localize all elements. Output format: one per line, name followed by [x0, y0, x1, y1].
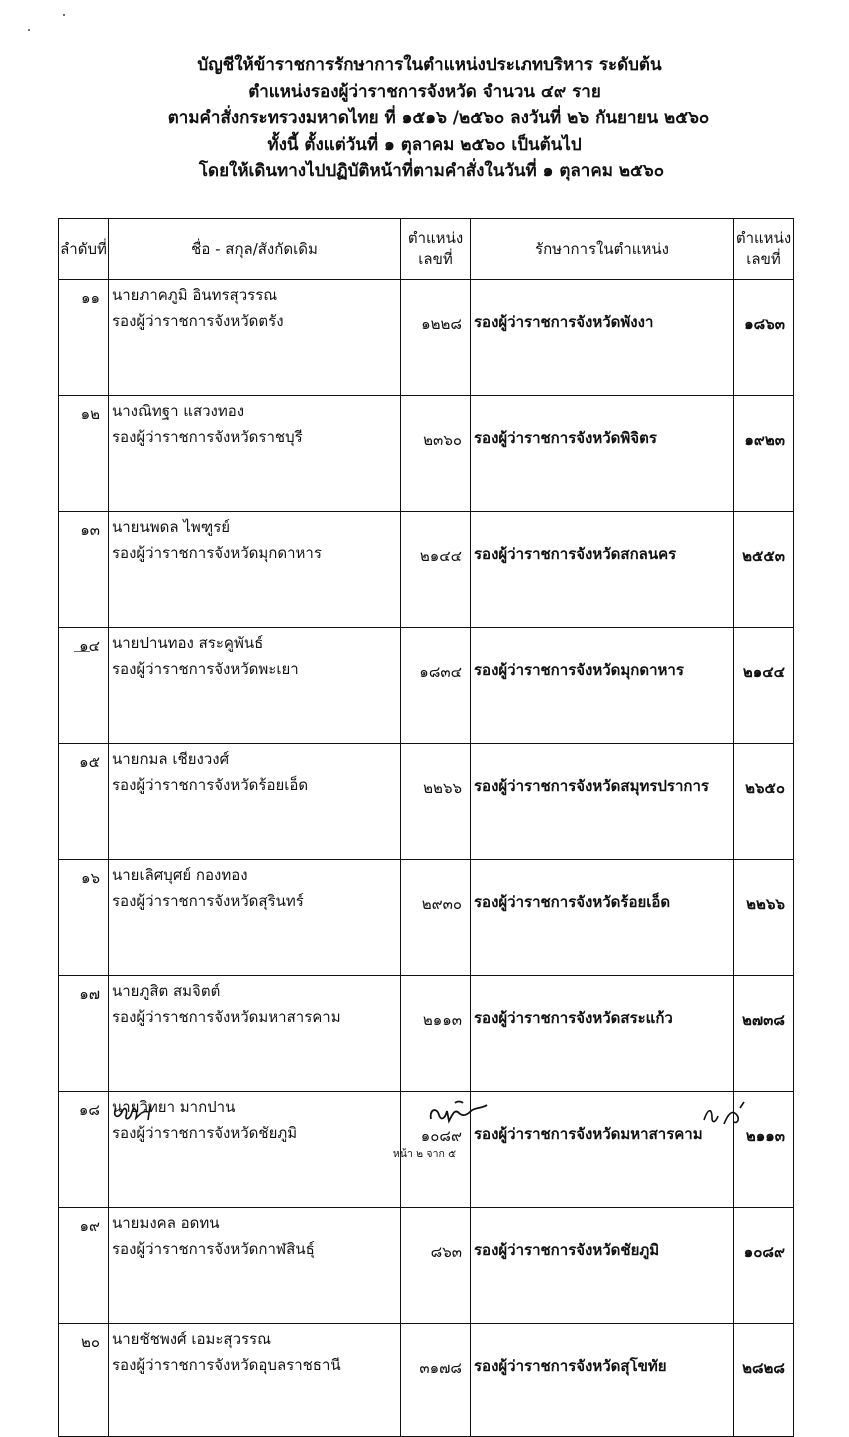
original-position: รองผู้ว่าราชการจังหวัดมุกดาหาร — [112, 544, 322, 562]
table-row — [59, 1324, 794, 1437]
header-line-3: ตามคำสั่งกระทรวงมหาดไทย ที่ ๑๕๑๖ /๒๕๖๐ ลงวันที่ ๒๖ กันยายน ๒๕๖๐ — [167, 108, 710, 128]
row-number: ๑๖ — [59, 860, 109, 976]
position-code: ๘๖๓ — [401, 1208, 471, 1324]
acting-position: รองผู้ว่าราชการจังหวัดพิจิตร — [471, 396, 734, 512]
acting-position: รองผู้ว่าราชการจังหวัดสมุทรปราการ — [471, 744, 734, 860]
col-header-no: ลำดับที่ — [59, 219, 109, 280]
acting-position-code: ๒๖๕๐ — [734, 744, 794, 860]
header-line-4: ทั้งนี้ ตั้งแต่วันที่ ๑ ตุลาคม ๒๕๖๐ เป็นต้นไป — [267, 134, 582, 155]
position-code: ๒๑๔๔ — [401, 512, 471, 628]
person-name: นายชัชพงศ์ เอมะสุวรรณ — [112, 1330, 272, 1348]
table-row — [59, 512, 794, 628]
name-cell — [109, 396, 401, 512]
row-number: ๑๔ — [59, 628, 109, 744]
header-line-1: บัญชีให้ข้าราชการรักษาการในตำแหน่งประเภทบริหาร ระดับต้น — [197, 55, 662, 75]
table-row — [59, 396, 794, 512]
acting-position-code: ๑๙๒๓ — [734, 396, 794, 512]
position-code: ๑๘๓๔ — [401, 628, 471, 744]
margin-dash — [74, 651, 90, 652]
row-number: ๑๑ — [59, 280, 109, 396]
header-line-5: โดยให้เดินทางไปปฏิบัติหน้าที่ตามคำสั่งในวันที่ ๑ ตุลาคม ๒๕๖๐ — [198, 161, 665, 181]
person-name: นางณิทฐา แสวงทอง — [112, 402, 245, 420]
row-number: ๑๒ — [59, 396, 109, 512]
person-name: นายมงคล อดทน — [112, 1214, 220, 1232]
name-cell — [109, 512, 401, 628]
acting-position-code: ๒๑๑๓ — [734, 1092, 794, 1208]
row-number: ๑๕ — [59, 744, 109, 860]
acting-position: รองผู้ว่าราชการจังหวัดร้อยเอ็ด — [471, 860, 734, 976]
row-number: ๑๓ — [59, 512, 109, 628]
original-position: รองผู้ว่าราชการจังหวัดสุรินทร์ — [112, 892, 304, 910]
name-cell — [109, 976, 401, 1092]
position-code: ๒๑๑๓ — [401, 976, 471, 1092]
person-name: นายนพดล ไพฑูรย์ — [112, 518, 231, 536]
name-cell — [109, 860, 401, 976]
acting-position-code: ๑๐๘๙ — [734, 1208, 794, 1324]
person-name: นายเลิศบุศย์ กองทอง — [112, 866, 248, 884]
acting-position: รองผู้ว่าราชการจังหวัดสระแก้ว — [471, 976, 734, 1092]
table-row — [59, 860, 794, 976]
original-position: รองผู้ว่าราชการจังหวัดอุบลราชธานี — [112, 1356, 341, 1374]
position-code: ๒๙๓๐ — [401, 860, 471, 976]
acting-position: รองผู้ว่าราชการจังหวัดมุกดาหาร — [471, 628, 734, 744]
original-position: รองผู้ว่าราชการจังหวัดตรัง — [112, 312, 284, 330]
row-number: ๒๐ — [59, 1324, 109, 1437]
acting-position: รองผู้ว่าราชการจังหวัดพังงา — [471, 280, 734, 396]
person-name: นายภาคภูมิ อินทรสุวรรณ — [112, 286, 278, 304]
original-position: รองผู้ว่าราชการจังหวัดชัยภูมิ — [112, 1124, 298, 1142]
name-cell — [109, 1208, 401, 1324]
original-position: รองผู้ว่าราชการจังหวัดพะเยา — [112, 660, 299, 678]
person-name: นายภูสิต สมจิตต์ — [112, 982, 221, 1000]
row-number: ๑๙ — [59, 1208, 109, 1324]
name-cell — [109, 744, 401, 860]
original-position: รองผู้ว่าราชการจังหวัดราชบุรี — [112, 428, 303, 446]
scan-speck — [63, 14, 65, 16]
person-name: นายปานทอง สระคูพันธ์ — [112, 634, 264, 652]
name-cell — [109, 1324, 401, 1437]
original-position: รองผู้ว่าราชการจังหวัดร้อยเอ็ด — [112, 776, 309, 794]
table-row — [59, 1208, 794, 1324]
row-number: ๑๗ — [59, 976, 109, 1092]
original-position: รองผู้ว่าราชการจังหวัดกาฬสินธุ์ — [112, 1240, 315, 1258]
name-cell — [109, 628, 401, 744]
header-line-2: ตำแหน่งรองผู้ว่าราชการจังหวัด จำนวน ๔๙ ราย — [248, 81, 601, 102]
page-number: หน้า ๒ จาก ๕ — [392, 1148, 457, 1160]
col-header-name: ชื่อ - สกุล/สังกัดเดิม — [109, 219, 401, 280]
acting-position: รองผู้ว่าราชการจังหวัดมหาสารคาม — [471, 1092, 734, 1208]
person-name: นายกมล เชียงวงศ์ — [112, 750, 230, 768]
initials-signature-left — [110, 1100, 160, 1126]
col-header-acting: รักษาการในตำแหน่ง — [471, 219, 734, 280]
acting-position-code: ๒๑๔๔ — [734, 628, 794, 744]
acting-position: รองผู้ว่าราชการจังหวัดชัยภูมิ — [471, 1208, 734, 1324]
acting-position: รองผู้ว่าราชการจังหวัดสุโขทัย — [471, 1324, 734, 1437]
table-row — [59, 744, 794, 860]
row-number: ๑๘ — [59, 1092, 109, 1208]
position-code: ๒๒๖๖ — [401, 744, 471, 860]
col-header-code: ตำแหน่งเลขที่ — [401, 219, 471, 280]
acting-position-code: ๒๘๒๘ — [734, 1324, 794, 1437]
document-header — [0, 52, 849, 185]
acting-position-code: ๒๒๖๖ — [734, 860, 794, 976]
acting-position: รองผู้ว่าราชการจังหวัดสกลนคร — [471, 512, 734, 628]
table-header-row — [59, 219, 794, 280]
position-code: ๒๓๖๐ — [401, 396, 471, 512]
col-header-code2: ตำแหน่งเลขที่ — [734, 219, 794, 280]
position-code: ๑๐๘๙ — [401, 1092, 471, 1208]
person-name: นายวิทยา มากปาน — [112, 1098, 236, 1116]
position-code: ๑๒๒๘ — [401, 280, 471, 396]
initials-signature-right — [700, 1100, 750, 1130]
position-code: ๓๑๗๘ — [401, 1324, 471, 1437]
assignment-table — [58, 218, 794, 1437]
scan-speck — [28, 29, 30, 31]
name-cell — [109, 280, 401, 396]
original-position: รองผู้ว่าราชการจังหวัดมหาสารคาม — [112, 1008, 341, 1026]
acting-position-code: ๒๕๕๓ — [734, 512, 794, 628]
acting-position-code: ๒๗๓๘ — [734, 976, 794, 1092]
table-row — [59, 628, 794, 744]
acting-position-code: ๑๘๖๓ — [734, 280, 794, 396]
table-row — [59, 280, 794, 396]
initials-signature-center — [425, 1097, 495, 1127]
table-row — [59, 976, 794, 1092]
